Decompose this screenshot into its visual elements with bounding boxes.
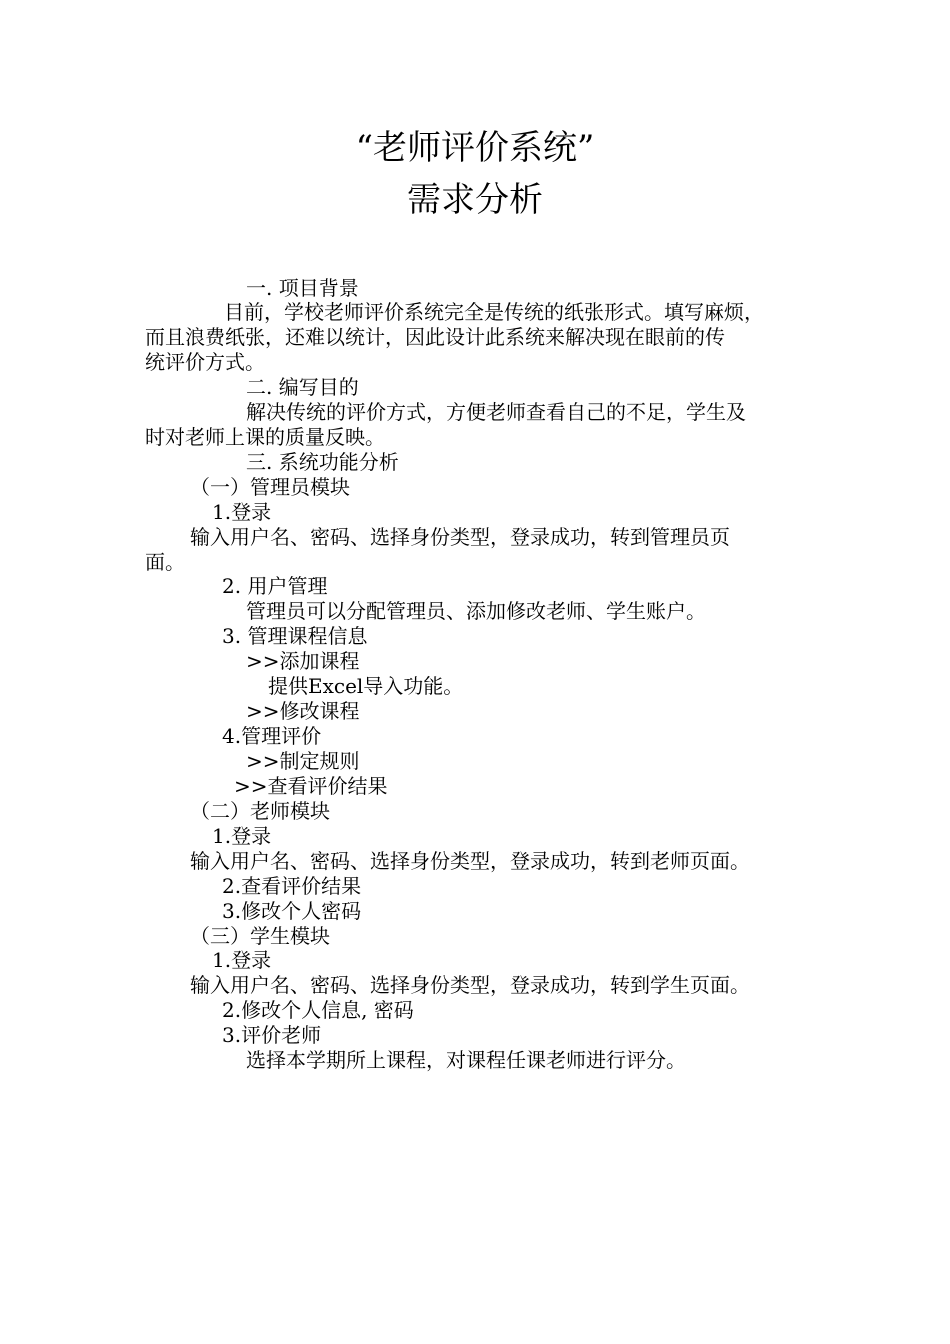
paragraph-line: 管理员可以分配管理员、添加修改老师、学生账户。 [246,599,706,623]
sub-item: >>修改课程 [246,699,360,723]
item-heading: 2. 用户管理 [222,574,328,598]
paragraph-line: 统评价方式。 [145,350,265,374]
paragraph-line: 输入用户名、密码、选择身份类型，登录成功，转到管理员页 [190,525,730,549]
section-heading: 三. 系统功能分析 [246,450,399,474]
item-heading: 3. 管理课程信息 [222,624,368,648]
sub-item: >>制定规则 [246,749,360,773]
item-heading: 3.评价老师 [222,1023,322,1047]
document-title: “老师评价系统” [355,128,595,168]
section-heading: 一. 项目背景 [246,276,359,300]
item-heading: 2.修改个人信息, 密码 [222,998,414,1022]
paragraph-line: 解决传统的评价方式，方便老师查看自己的不足，学生及 [246,400,746,424]
paragraph-line: 面。 [145,550,185,574]
module-heading: （三）学生模块 [190,924,330,948]
item-heading: 3.修改个人密码 [222,899,362,923]
item-heading: 2.查看评价结果 [222,874,362,898]
module-heading: （二）老师模块 [190,799,330,823]
section-heading: 二. 编写目的 [246,375,359,399]
item-heading: 1.登录 [212,500,272,524]
module-heading: （一）管理员模块 [190,475,350,499]
paragraph-line: 提供Excel导入功能。 [268,674,464,698]
item-heading: 1.登录 [212,948,272,972]
paragraph-line: 目前，学校老师评价系统完全是传统的纸张形式。填写麻烦， [224,300,764,324]
paragraph-line: 时对老师上课的质量反映。 [145,425,385,449]
paragraph-line: 输入用户名、密码、选择身份类型，登录成功，转到老师页面。 [190,849,750,873]
document-subtitle: 需求分析 [407,180,543,220]
item-heading: 1.登录 [212,824,272,848]
paragraph-line: 而且浪费纸张，还难以统计，因此设计此系统来解决现在眼前的传 [145,325,725,349]
sub-item: >>查看评价结果 [234,774,388,798]
paragraph-line: 选择本学期所上课程，对课程任课老师进行评分。 [246,1048,686,1072]
paragraph-line: 输入用户名、密码、选择身份类型，登录成功，转到学生页面。 [190,973,750,997]
item-heading: 4.管理评价 [222,724,322,748]
sub-item: >>添加课程 [246,649,360,673]
